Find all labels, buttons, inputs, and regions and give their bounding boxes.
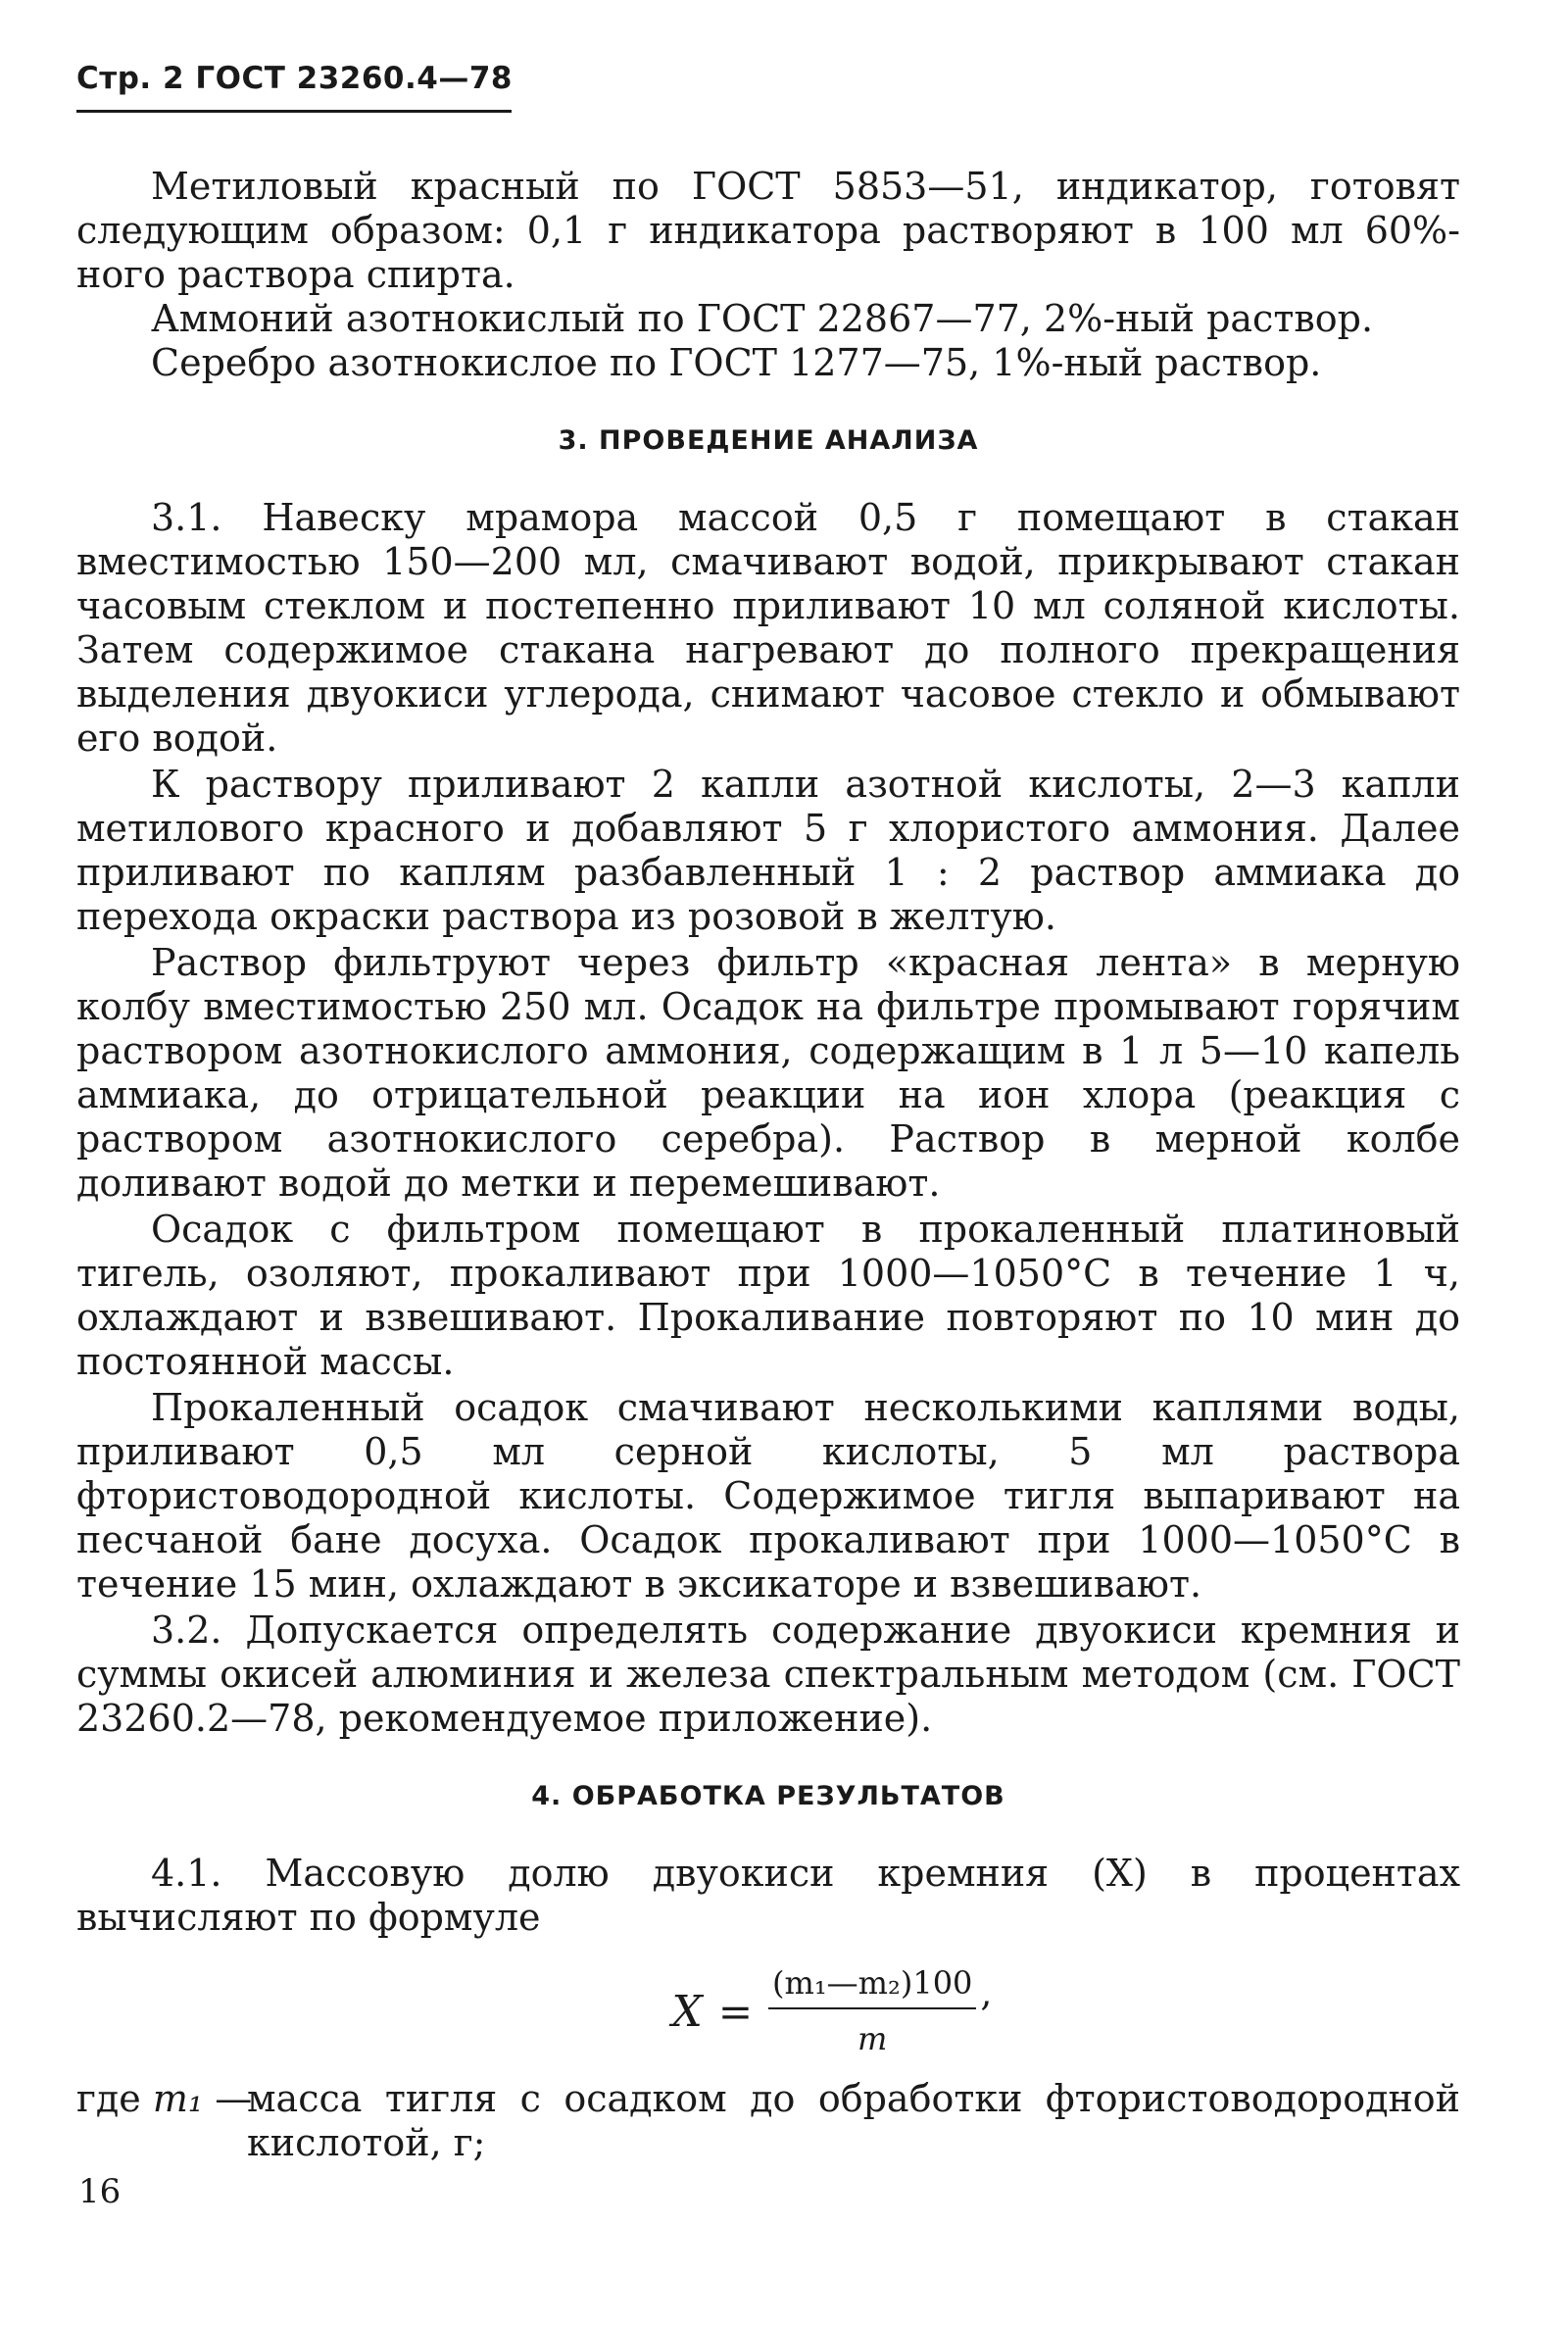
- reagent-paragraph: Метиловый красный по ГОСТ 5853—51, индикатор, готовят следующим образом: 0,1 г индикатора растворяют в 100 мл 60%-ного раствора спирта.: [76, 165, 1460, 296]
- formula-equals: =: [717, 1987, 754, 2036]
- formula-legend: [76, 2077, 1460, 2165]
- header-rule: [76, 110, 512, 113]
- reagent-paragraph: Серебро азотнокислое по ГОСТ 1277—75, 1%-ный раствор.: [151, 341, 1322, 384]
- body-text: [76, 165, 1460, 2165]
- paragraph-3-2: 3.2. Допускается определять содержание двуокиси кремния и суммы окисей алюминия и железа спектральным методом (см. ГОСТ 23260.2—78, рекомендуемое приложение).: [76, 1608, 1460, 1740]
- paragraph-4-1: 4.1. Массовую долю двуокиси кремния (X) в процентах вычисляют по формуле: [76, 1852, 1460, 1939]
- formula: [204, 1961, 1460, 2061]
- paragraph: К раствору приливают 2 капли азотной кислоты, 2—3 капли метилового красного и добавляют 5 г хлористого аммония. Далее приливают по каплям разбавленный 1 : 2 раствор аммиака до перехода окраски раствора из розовой в желтую.: [76, 763, 1460, 938]
- formula-denominator: m: [858, 2020, 888, 2057]
- paragraph-3-1: 3.1. Навеску мрамора массой 0,5 г помещают в стакан вместимостью 150—200 мл, смачивают водой, прикрывают стакан часовым стеклом и постепенно приливают 10 мл соляной кислоты. Затем содержимое стакана нагревают до полного прекращения выделения двуокиси углерода, снимают часовое стекло и обмывают его водой.: [76, 496, 1460, 760]
- formula-lhs: X: [671, 1986, 703, 2037]
- running-header: Стр. 2 ГОСТ 23260.4—78: [76, 61, 513, 96]
- legend-dash: —: [215, 2077, 253, 2120]
- paragraph: Осадок с фильтром помещают в прокаленный платиновый тигель, озоляют, прокаливают при 1000—1050°С в течение 1 ч, охлаждают и взвешивают. Прокаливание повторяют по 10 мин до постоянной массы.: [76, 1208, 1460, 1383]
- page-number: 16: [78, 2172, 122, 2211]
- formula-fraction: [768, 1961, 976, 2061]
- formula-numerator: (m₁—m₂)100: [768, 1961, 976, 2009]
- legend-prefix: где: [76, 2077, 141, 2120]
- legend-label: [76, 2077, 253, 2165]
- paragraph: Прокаленный осадок смачивают несколькими каплями воды, приливают 0,5 мл серной кислоты, 5 мл раствора фтористоводородной кислоты. Содержимое тигля выпаривают на песчаной бане досуха. Осадок прокаливают при 1000—1050°С в течение 15 мин, охлаждают в эксикаторе и взвешивают.: [76, 1386, 1460, 1606]
- legend-description: масса тигля с осадком до обработки фтористоводородной кислотой, г;: [247, 2077, 1460, 2164]
- legend-variable: m₁: [152, 2077, 204, 2120]
- section-4-heading: 4. ОБРАБОТКА РЕЗУЛЬТАТОВ: [531, 1781, 1005, 1811]
- section-3-heading: 3. ПРОВЕДЕНИЕ АНАЛИЗА: [558, 425, 979, 456]
- paragraph: Раствор фильтруют через фильтр «красная лента» в мерную колбу вместимостью 250 мл. Осадок на фильтре промывают горячим раствором азотнокислого аммония, содержащим в 1 л 5—10 капель аммиака, до отрицательной реакции на ион хлора (реакция с раствором азотнокислого серебра). Раствор в мерной колбе доливают водой до метки и перемешивают.: [76, 941, 1460, 1205]
- formula-comma: ,: [980, 1971, 993, 2014]
- reagent-paragraph: Аммоний азотнокислый по ГОСТ 22867—77, 2%-ный раствор.: [151, 297, 1374, 340]
